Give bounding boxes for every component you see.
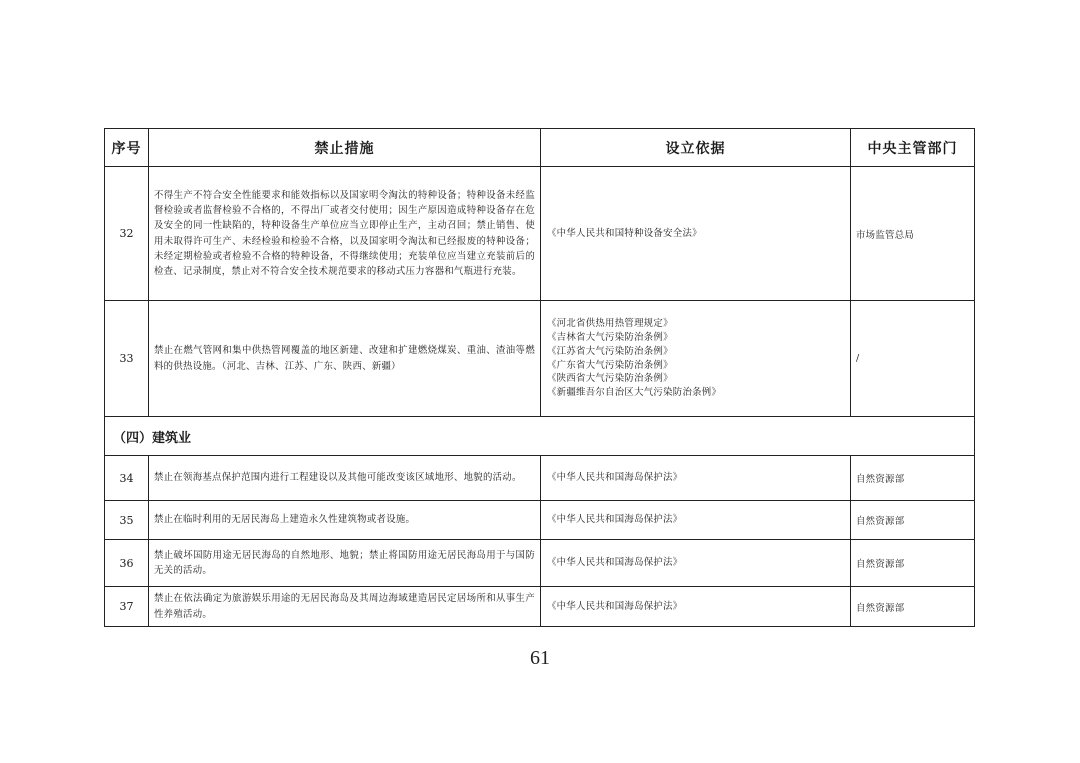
table-row <box>105 587 975 627</box>
header-measure: 禁止措施 <box>149 129 541 167</box>
legal-basis: 《中华人民共和国海岛保护法》 <box>541 501 851 540</box>
basis-item: 《广东省大气污染防治条例》 <box>547 359 673 371</box>
table-row <box>105 501 975 540</box>
basis-item: 《吉林省大气污染防治条例》 <box>547 331 673 343</box>
legal-basis: 《中华人民共和国海岛保护法》 <box>541 587 851 627</box>
table-row <box>105 456 975 501</box>
regulation-table <box>104 128 975 627</box>
legal-basis: 《中华人民共和国海岛保护法》 <box>541 456 851 501</box>
department: 自然资源部 <box>851 587 975 627</box>
header-dept: 中央主管部门 <box>851 129 975 167</box>
legal-basis <box>541 167 851 301</box>
header-basis: 设立依据 <box>541 129 851 167</box>
department: 自然资源部 <box>851 456 975 501</box>
basis-item: 《江苏省大气污染防治条例》 <box>547 345 673 357</box>
prohibition-measure: 不得生产不符合安全性能要求和能效指标以及国家明令淘汰的特种设备；特种设备未经监督检验或者监督检验不合格的，不得出厂或者交付使用；因生产原因造成特种设备存在危及安全的同一性缺陷的，特种设备生产单位应当立即停止生产，主动召回；禁止销售、使用未取得许可生产、未经检验和检验不合格，以及国家明令淘汰和已经报废的特种设备；未经定期检验或者检验不合格的特种设备，不得继续使用；充装单位应当建立充装前后的检查、记录制度，禁止对不符合安全技术规范要求的移动式压力容器和气瓶进行充装。 <box>149 167 541 301</box>
basis-item: 《河北省供热用热管理规定》 <box>547 318 673 330</box>
department: / <box>851 301 975 417</box>
basis-item: 《中华人民共和国特种设备安全法》 <box>547 227 702 239</box>
table-row <box>105 301 975 417</box>
prohibition-measure: 禁止在领海基点保护范围内进行工程建设以及其他可能改变该区域地形、地貌的活动。 <box>149 456 541 501</box>
department: 自然资源部 <box>851 540 975 587</box>
table-row <box>105 167 975 301</box>
department: 自然资源部 <box>851 501 975 540</box>
row-number: 37 <box>105 587 149 627</box>
prohibition-measure: 禁止在燃气管网和集中供热管网覆盖的地区新建、改建和扩建燃烧煤炭、重油、渣油等燃料的供热设施。（河北、吉林、江苏、广东、陕西、新疆） <box>149 301 541 417</box>
prohibition-measure: 禁止在依法确定为旅游娱乐用途的无居民海岛及其周边海域建造居民定居场所和从事生产性养殖活动。 <box>149 587 541 627</box>
basis-item: 《陕西省大气污染防治条例》 <box>547 373 673 385</box>
row-number: 33 <box>105 301 149 417</box>
section-title: （四）建筑业 <box>105 417 975 456</box>
legal-basis: 《中华人民共和国海岛保护法》 <box>541 540 851 587</box>
row-number: 36 <box>105 540 149 587</box>
legal-basis <box>541 301 851 417</box>
header-num: 序号 <box>105 129 149 167</box>
department: 市场监管总局 <box>851 167 975 301</box>
page-number: 61 <box>530 647 550 669</box>
prohibition-measure: 禁止破坏国防用途无居民海岛的自然地形、地貌；禁止将国防用途无居民海岛用于与国防无关的活动。 <box>149 540 541 587</box>
row-number: 34 <box>105 456 149 501</box>
table-header-row <box>105 129 975 167</box>
row-number: 32 <box>105 167 149 301</box>
table-row <box>105 540 975 587</box>
row-number: 35 <box>105 501 149 540</box>
section-row <box>105 417 975 456</box>
basis-item: 《新疆维吾尔自治区大气污染防治条例》 <box>547 387 722 399</box>
prohibition-measure: 禁止在临时利用的无居民海岛上建造永久性建筑物或者设施。 <box>149 501 541 540</box>
